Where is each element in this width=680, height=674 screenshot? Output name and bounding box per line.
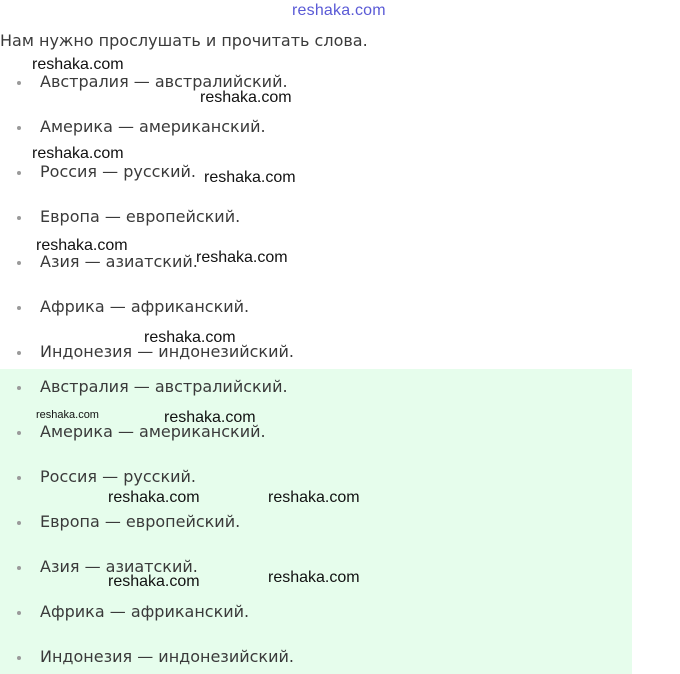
list-item (0, 115, 600, 139)
watermark-text: reshaka.com (268, 569, 360, 586)
watermark-text: reshaka.com (200, 89, 292, 106)
bullet-icon (17, 431, 21, 435)
bullet-icon (17, 351, 21, 355)
list-item-text: Азия — азиатский. (40, 557, 198, 576)
list-item (0, 420, 600, 444)
list-item (0, 600, 600, 624)
watermark-text: reshaka.com (204, 169, 296, 186)
bullet-icon (17, 216, 21, 220)
list-item-text: Африка — африканский. (40, 297, 250, 316)
bullet-icon (17, 171, 21, 175)
list-item-text: Индонезия — индонезийский. (40, 647, 294, 666)
list-item-text: Америка — американский. (40, 117, 266, 136)
watermark-text: reshaka.com (32, 145, 124, 162)
watermark-text: reshaka.com (144, 329, 236, 346)
list-item-text: Африка — африканский. (40, 602, 250, 621)
bullet-icon (17, 386, 21, 390)
list-item (0, 160, 600, 184)
word-list-first (0, 60, 632, 368)
bullet-icon (17, 126, 21, 130)
watermark-text: reshaka.com (164, 409, 256, 426)
list-item (0, 340, 600, 364)
bullet-icon (17, 566, 21, 570)
list-item-text: Австралия — австралийский. (40, 377, 288, 396)
watermark-text: reshaka.com (196, 249, 288, 266)
watermark-text: reshaka.com (268, 489, 360, 506)
watermark-text: reshaka.com (108, 489, 200, 506)
list-item (0, 375, 600, 399)
watermark-text: reshaka.com (36, 237, 128, 254)
bullet-icon (17, 81, 21, 85)
list-item (0, 510, 600, 534)
bullet-icon (17, 476, 21, 480)
list-item-text: Азия — азиатский. (40, 252, 198, 271)
list-item-text: Индонезия — индонезийский. (40, 342, 294, 361)
watermark-text: reshaka.com (36, 409, 99, 421)
list-item-text: Россия — русский. (40, 467, 196, 486)
intro-text: Нам нужно прослушать и прочитать слова. (0, 31, 368, 50)
list-item (0, 295, 600, 319)
list-item-text: Австралия — австралийский. (40, 72, 288, 91)
list-item-text: Россия — русский. (40, 162, 196, 181)
bullet-icon (17, 306, 21, 310)
bullet-icon (17, 521, 21, 525)
list-item (0, 465, 600, 489)
bullet-icon (17, 261, 21, 265)
site-watermark-header: reshaka.com (292, 2, 386, 19)
watermark-text: reshaka.com (108, 573, 200, 590)
list-item-text: Европа — европейский. (40, 207, 241, 226)
bullet-icon (17, 656, 21, 660)
list-item-text: Европа — европейский. (40, 512, 241, 531)
watermark-text: reshaka.com (32, 56, 124, 73)
bullet-icon (17, 611, 21, 615)
list-item-text: Америка — американский. (40, 422, 266, 441)
list-item (0, 645, 600, 669)
list-item (0, 205, 600, 229)
